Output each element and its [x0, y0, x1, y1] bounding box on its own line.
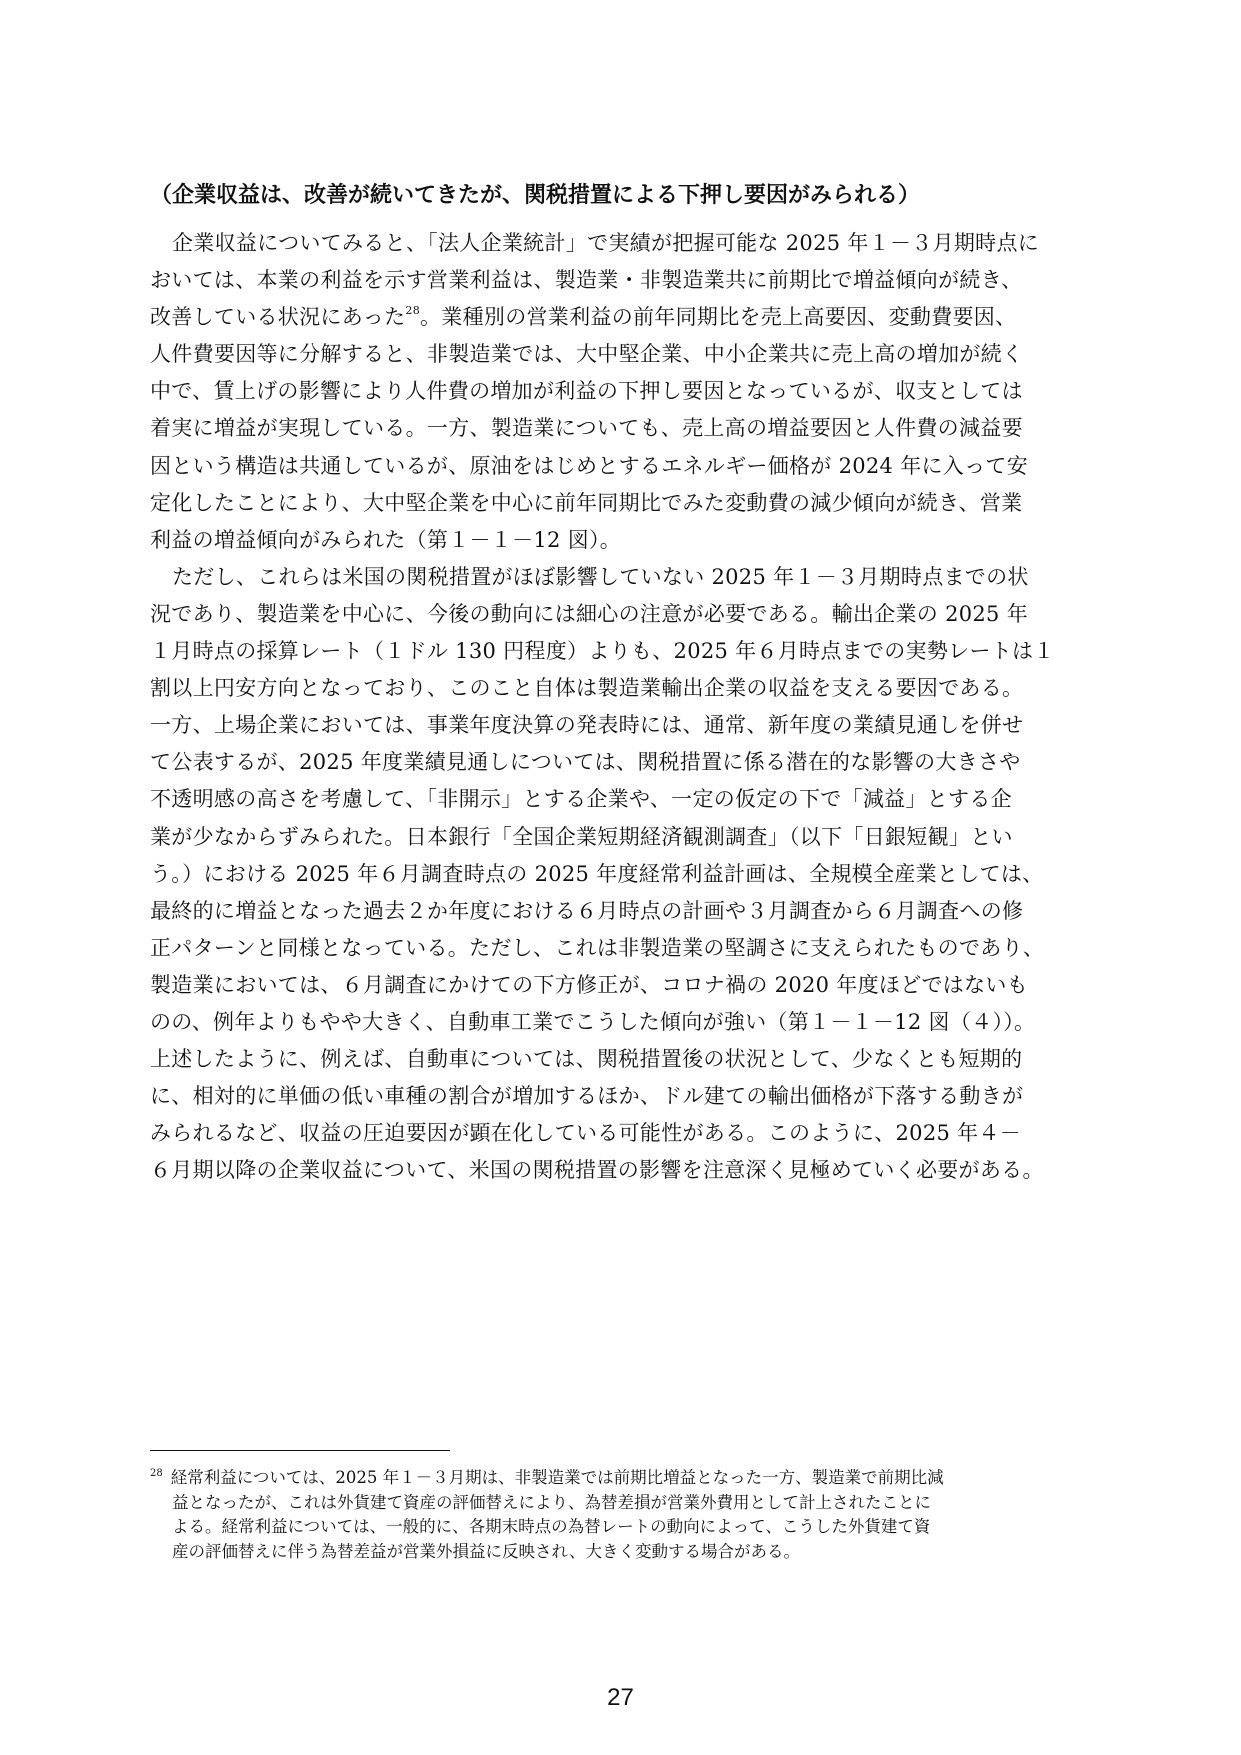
body-line: 利益の増益傾向がみられた（第１－１－12 図）。 — [150, 527, 622, 552]
body-line: 正パターンと同様となっている。ただし、これは非製造業の堅調さに支えられたものであり、 — [150, 935, 1045, 960]
footnote-line: 産の評価替えに伴う為替差益が営業外損益に反映され、大きく変動する場合がある。 — [172, 1541, 800, 1561]
footnote-divider — [150, 1450, 450, 1451]
body-line: みられるなど、収益の圧迫要因が顕在化している可能性がある。このように、2025 年４－ — [150, 1121, 1022, 1146]
section-heading: （企業収益は、改善が続いてきたが、関税措置による下押し要因がみられる） — [150, 183, 921, 208]
body-line: おいては、本業の利益を示す営業利益は、製造業・非製造業共に前期比で増益傾向が続き、 — [150, 268, 1023, 293]
body-line: 中で、賃上げの影響により人件費の増加が利益の下押し要因となっているが、収支としては — [150, 379, 1023, 404]
body-line: 企業収益についてみると、「法人企業統計」で実績が把握可能な 2025 年１－３月期時点に — [172, 231, 1040, 255]
footnote — [150, 1466, 944, 1564]
page-number: 27 — [607, 1684, 634, 1711]
footnote-reference[interactable]: 28 — [405, 304, 420, 318]
body-line: う。）における 2025 年６月調査時点の 2025 年度経常利益計画は、全規模全産業としては、 — [150, 861, 1044, 886]
body-line: のの、例年よりもやや大きく、自動車工業でこうした傾向が強い（第１－１－12 図（４））。 — [150, 1009, 1036, 1034]
body-line: 着実に増益が実現している。一方、製造業についても、売上高の増益要因と人件費の減益要 — [150, 416, 1023, 441]
body-line: に、相対的に単価の低い車種の割合が増加するほか、ドル建ての輸出価格が下落する動きが — [150, 1084, 1024, 1109]
footnote-line: 益となったが、これは外貨建て資産の評価替えにより、為替差損が営業外費用として計上されたことに — [172, 1492, 931, 1512]
body-line: ただし、これらは米国の関税措置がほぼ影響していない 2025 年１－３月期時点までの状 — [172, 564, 1029, 589]
body-line: 一方、上場企業においては、事業年度決算の発表時には、通常、新年度の業績見通しを併せ — [150, 713, 1024, 738]
body-line-text: 。業種別の営業利益の前年同期比を売上高要因、変動費要因、 — [420, 305, 1017, 330]
body-line: 上述したように、例えば、自動車については、関税措置後の状況として、少なくとも短期的 — [150, 1047, 1023, 1072]
body-line: １月時点の採算レート（１ドル 130 円程度）よりも、2025 年６月時点までの実勢レートは１ — [150, 639, 1055, 664]
footnote-mark: 28 — [150, 1468, 163, 1479]
body-line: 況であり、製造業を中心に、今後の動向には細心の注意が必要である。輸出企業の 2025 年 — [150, 601, 1028, 626]
footnote-line-text: 経常利益については、2025 年１－３月期は、非製造業では前期比増益となった一方、製造業で前期比減 — [170, 1468, 944, 1487]
body-line: 因という構造は共通しているが、原油をはじめとするエネルギー価格が 2024 年に入って安 — [150, 453, 1028, 478]
body-line: 割以上円安方向となっており、このこと自体は製造業輸出企業の収益を支える要因である。 — [150, 676, 1024, 701]
body-line: 人件費要因等に分解すると、非製造業では、大中堅企業、中小企業共に売上高の増加が続く — [150, 342, 1024, 367]
footnote-line: よる。経常利益については、一般的に、各期末時点の為替レートの動向によって、こうした外貨建て資 — [172, 1517, 931, 1536]
footnote-line — [150, 1466, 944, 1491]
body-line: て公表するが、2025 年度業績見通しについては、関税措置に係る潜在的な影響の大きさや — [150, 750, 1021, 775]
body-text — [150, 225, 1055, 1189]
body-line: ６月期以降の企業収益について、米国の関税措置の影響を注意深く見極めていく必要がある。 — [150, 1158, 1044, 1183]
body-line: 業が少なからずみられた。日本銀行「全国企業短期経済観測調査」（以下「日銀短観」とい — [150, 824, 1013, 849]
body-line: 最終的に増益となった過去２か年度における６月時点の計画や３月調査から６月調査への修 — [150, 898, 1024, 923]
body-line-text: 改善している状況にあった — [150, 305, 406, 330]
body-line: 製造業においては、６月調査にかけての下方修正が、コロナ禍の 2020 年度ほどではないも — [150, 972, 1028, 997]
body-line: 定化したことにより、大中堅企業を中心に前年同期比でみた変動費の減少傾向が続き、営業 — [150, 490, 1023, 515]
body-line — [150, 299, 1055, 336]
body-line: 不透明感の高さを考慮して、「非開示」とする企業や、一定の仮定の下で「減益」とする企 — [150, 787, 1012, 812]
